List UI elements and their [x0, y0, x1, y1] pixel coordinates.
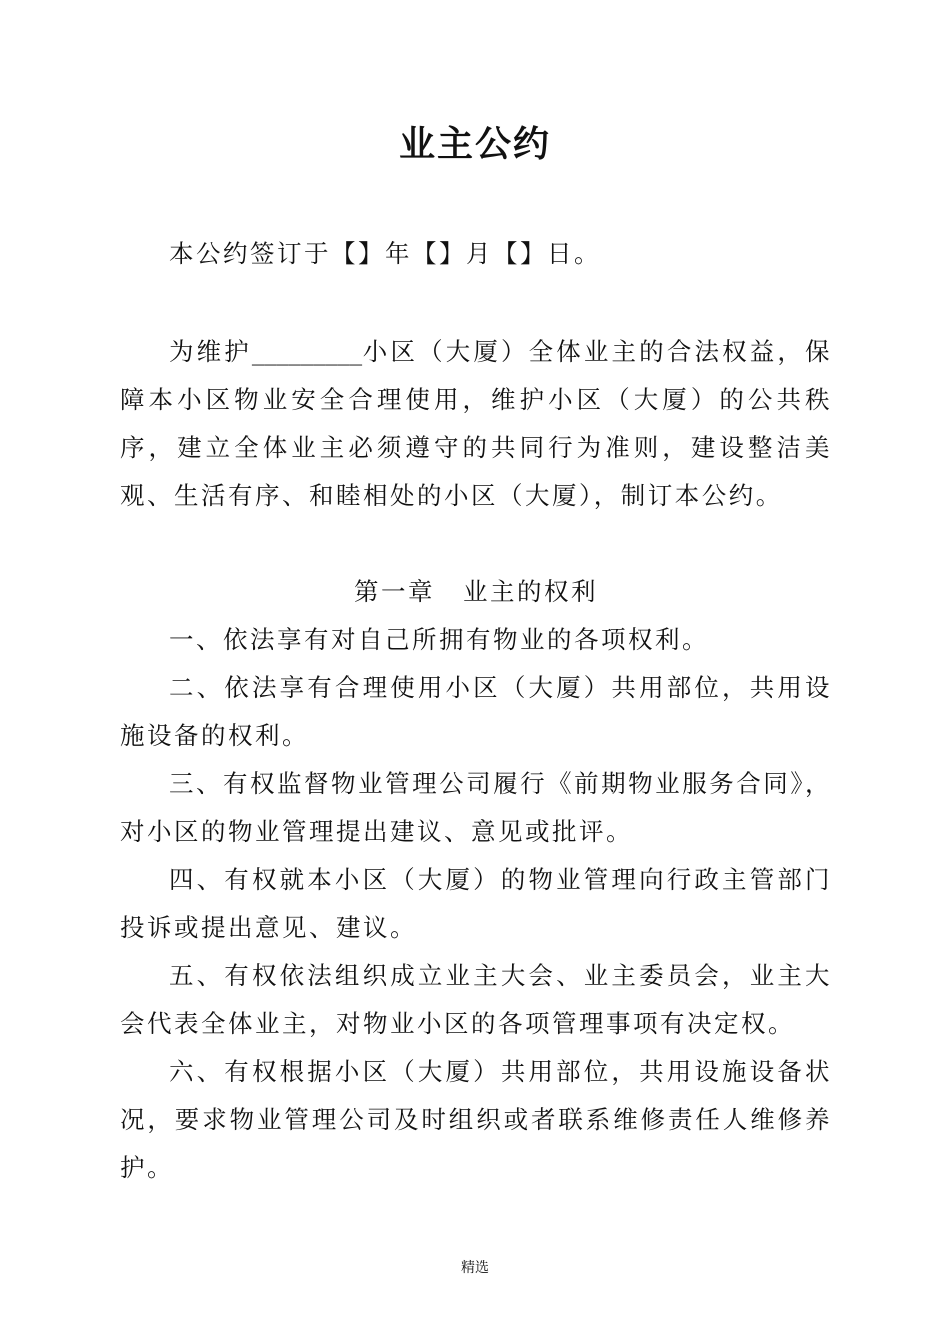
chapter-name: 业主的权利 — [463, 577, 598, 606]
spacer — [120, 278, 832, 328]
rights-item: 一、依法享有对自己所拥有物业的各项权利。 — [169, 625, 709, 654]
rights-item: 二、依法享有合理使用小区（大厦）共用部位，共用设施设备的权利。 — [120, 673, 832, 750]
fill-in-blank: _________ — [251, 337, 363, 366]
rights-item: 五、有权依法组织成立业主大会、业主委员会，业主大会代表全体业主，对物业小区的各项管理事项有决定权。 — [120, 961, 832, 1038]
rights-item: 三、有权监督物业管理公司履行《前期物业服务合同》，对小区的物业管理提出建议、意见或批评。 — [120, 769, 832, 846]
page-footer: 精选 — [461, 1260, 489, 1276]
preamble-lead: 为维护 — [169, 337, 252, 366]
preamble-paragraph — [120, 328, 832, 520]
preamble-text: 小区（大厦）全体业主的合法权益，保障本小区物业安全合理使用，维护小区（大厦）的公共秩序，建立全体业主必须遵守的共同行为准则，建设整洁美观、生活有序、和睦相处的小区（大厦），制订本公约。 — [120, 337, 833, 510]
rights-item: 六、有权根据小区（大厦）共用部位，共用设施设备状况，要求物业管理公司及时组织或者联系维修责任人维修养护。 — [120, 1057, 832, 1182]
chapter-number: 第一章 — [354, 577, 435, 606]
document-body — [120, 230, 832, 1192]
date-line: 本公约签订于【】年【】月【】日。 — [169, 239, 601, 268]
spacer — [120, 520, 832, 568]
chapter-heading — [120, 568, 832, 616]
rights-item: 四、有权就本小区（大厦）的物业管理向行政主管部门投诉或提出意见、建议。 — [120, 865, 832, 942]
document-title: 业主公约 — [398, 123, 551, 165]
